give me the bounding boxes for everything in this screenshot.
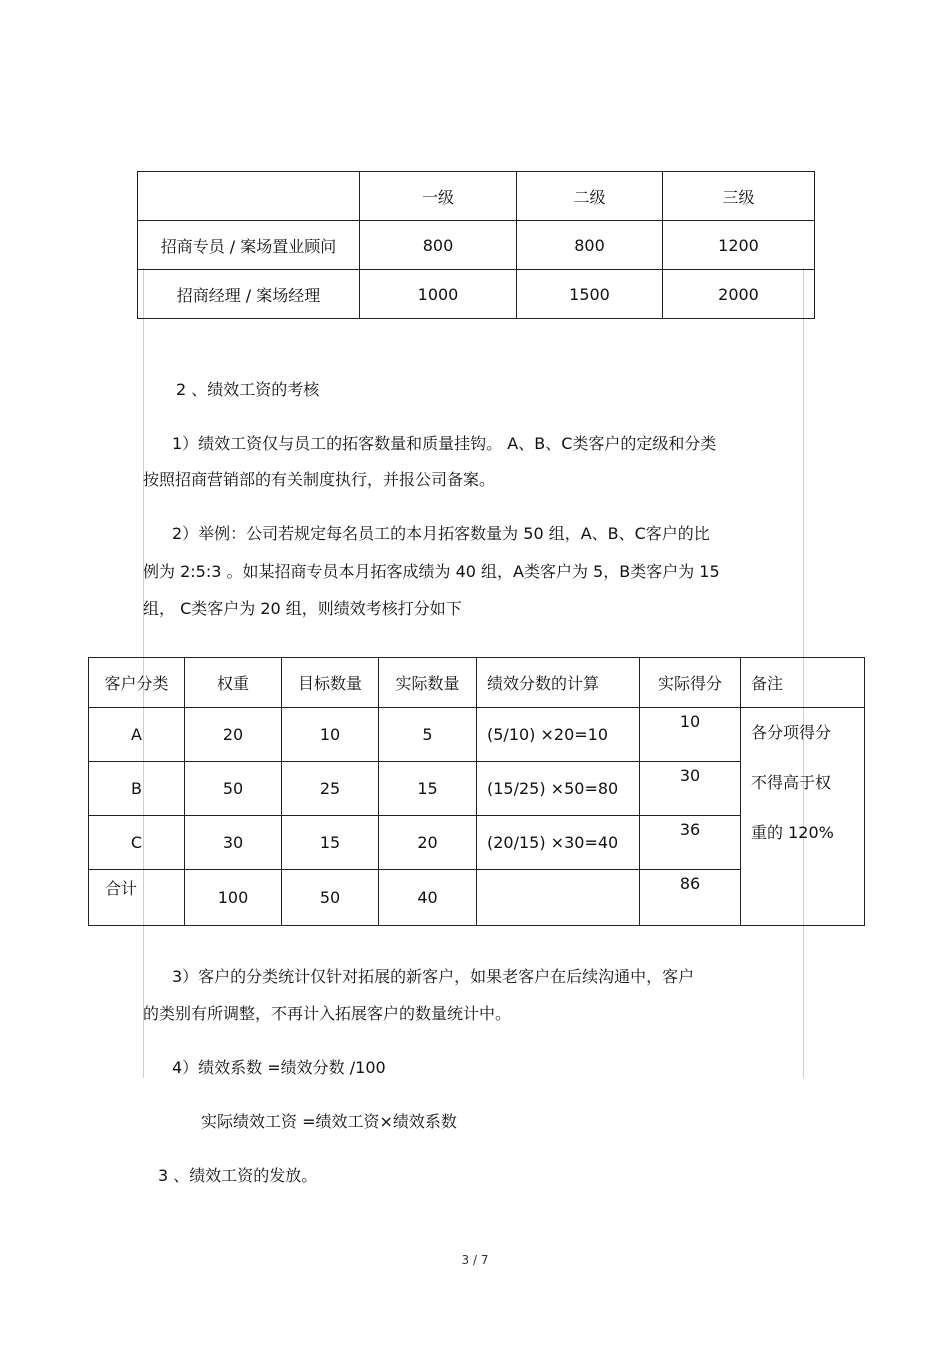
paragraph-line: 4）绩效系数 =绩效分数 /100 — [172, 1058, 386, 1077]
header-cell: 权重 — [185, 658, 282, 708]
paragraph-line: 3）客户的分类统计仅针对拓展的新客户，如果老客户在后续沟通中，客户 — [172, 967, 695, 986]
category-cell: A — [89, 708, 185, 762]
target-cell: 10 — [282, 708, 379, 762]
header-cell: 三级 — [663, 172, 815, 221]
weight-cell: 100 — [185, 870, 282, 926]
calc-cell: (20/15) ×30=40 — [477, 816, 640, 870]
target-cell: 15 — [282, 816, 379, 870]
header-cell — [138, 172, 360, 221]
performance-table — [88, 657, 865, 926]
header-cell: 实际得分 — [640, 658, 741, 708]
target-cell: 50 — [282, 870, 379, 926]
header-cell: 实际数量 — [379, 658, 477, 708]
score-cell: 10 — [640, 708, 741, 762]
paragraph-line: 组， C类客户为 20 组，则绩效考核打分如下 — [143, 599, 462, 618]
section-heading: 3 、绩效工资的发放。 — [158, 1166, 318, 1185]
table-header-row — [89, 658, 865, 708]
weight-cell: 50 — [185, 762, 282, 816]
value-cell: 800 — [517, 221, 663, 270]
value-cell: 1200 — [663, 221, 815, 270]
score-cell: 86 — [640, 870, 741, 926]
actual-cell: 15 — [379, 762, 477, 816]
actual-cell: 5 — [379, 708, 477, 762]
remark-line: 不得高于权 — [751, 773, 832, 792]
category-cell: C — [89, 816, 185, 870]
paragraph-line: 的类别有所调整，不再计入拓展客户的数量统计中。 — [143, 1004, 512, 1023]
calc-cell: (5/10) ×20=10 — [477, 708, 640, 762]
actual-cell: 20 — [379, 816, 477, 870]
category-cell: B — [89, 762, 185, 816]
formula-line: 实际绩效工资 =绩效工资×绩效系数 — [201, 1112, 457, 1131]
table-row — [89, 708, 865, 762]
salary-table — [137, 171, 815, 319]
value-cell: 1500 — [517, 270, 663, 319]
value-cell: 2000 — [663, 270, 815, 319]
section-heading: 2 、绩效工资的考核 — [176, 380, 320, 399]
paragraph-line: 1）绩效工资仅与员工的拓客数量和质量挂钩。 A、B、C类客户的定级和分类 — [172, 434, 717, 453]
value-cell: 800 — [360, 221, 517, 270]
category-cell: 合计 — [89, 870, 185, 926]
calc-cell — [477, 870, 640, 926]
weight-cell: 30 — [185, 816, 282, 870]
score-cell: 36 — [640, 816, 741, 870]
weight-cell: 20 — [185, 708, 282, 762]
header-cell: 客户分类 — [89, 658, 185, 708]
header-cell: 备注 — [741, 658, 865, 708]
target-cell: 25 — [282, 762, 379, 816]
role-cell: 招商经理 / 案场经理 — [138, 270, 360, 319]
role-cell: 招商专员 / 案场置业顾问 — [138, 221, 360, 270]
header-cell: 一级 — [360, 172, 517, 221]
table-row — [138, 221, 815, 270]
remark-cell — [741, 708, 865, 926]
score-cell: 30 — [640, 762, 741, 816]
remark-line: 各分项得分 — [751, 723, 832, 742]
table-row — [138, 270, 815, 319]
page-number: 3 / 7 — [461, 1253, 489, 1267]
paragraph-line: 例为 2:5:3 。如某招商专员本月拓客成绩为 40 组，A类客户为 5，B类客户为 15 — [143, 562, 720, 581]
calc-cell: (15/25) ×50=80 — [477, 762, 640, 816]
value-cell: 1000 — [360, 270, 517, 319]
remark-line: 重的 120% — [751, 823, 834, 842]
paragraph-line: 按照招商营销部的有关制度执行，并报公司备案。 — [143, 470, 496, 489]
header-cell: 目标数量 — [282, 658, 379, 708]
header-cell: 绩效分数的计算 — [477, 658, 640, 708]
header-cell: 二级 — [517, 172, 663, 221]
paragraph-line: 2）举例：公司若规定每名员工的本月拓客数量为 50 组，A、B、C客户的比 — [172, 524, 710, 543]
table-header-row — [138, 172, 815, 221]
actual-cell: 40 — [379, 870, 477, 926]
